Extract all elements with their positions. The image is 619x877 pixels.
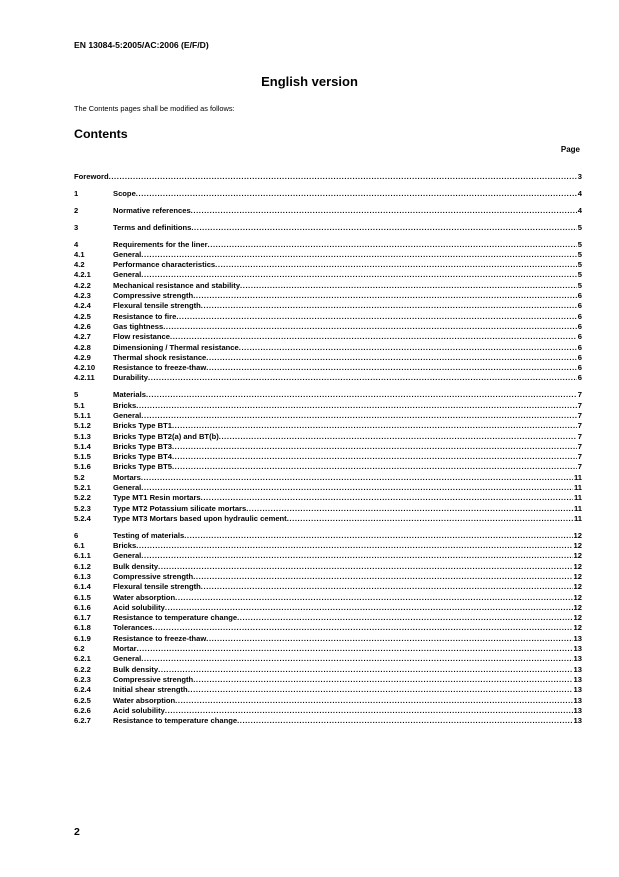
toc-dot-leader (141, 473, 573, 483)
toc-entry (74, 432, 582, 442)
toc-entry (74, 281, 582, 291)
toc-entry (74, 421, 582, 431)
toc-entry (74, 644, 582, 654)
toc-dot-leader (146, 390, 577, 400)
toc-entry (74, 593, 582, 603)
toc-entry-number: 4.2.11 (74, 373, 95, 383)
toc-entry (74, 312, 582, 322)
toc-entry-title: Bricks (113, 400, 137, 410)
toc-entry-title: Requirements for the liner (113, 239, 208, 249)
toc-entry-number: 4.2 (74, 260, 85, 270)
toc-entry-number: 4.2.4 (74, 301, 91, 311)
toc-entry (74, 504, 582, 514)
toc-entry-title: Type MT3 Mortars based upon hydraulic cement (113, 513, 287, 523)
toc-entry (74, 452, 582, 462)
toc-entry-page: 13 (573, 654, 582, 664)
toc-entry (74, 654, 582, 664)
toc-entry-title: Type MT2 Potassium silicate mortars (113, 503, 247, 513)
toc-entry-number: 5 (74, 390, 79, 400)
toc-entry-number: 6.1.2 (74, 561, 91, 571)
toc-dot-leader (172, 421, 577, 431)
toc-entry (74, 634, 582, 644)
toc-entry-number: 5.1.3 (74, 431, 91, 441)
toc-dot-leader (184, 531, 572, 541)
toc-entry-page: 13 (573, 633, 582, 643)
toc-dot-leader (201, 582, 573, 592)
toc-entry-page: 6 (577, 291, 582, 301)
toc-entry-title: Water absorption (113, 695, 176, 705)
toc-entry-number: 6.1 (74, 541, 85, 551)
toc-entry (74, 696, 582, 706)
toc-dot-leader (172, 462, 577, 472)
toc-entry-page: 7 (577, 452, 582, 462)
toc-entry-page: 12 (573, 571, 582, 581)
toc-entry (74, 322, 582, 332)
toc-entry-title: Resistance to temperature change (113, 613, 238, 623)
toc-dot-leader (141, 654, 572, 664)
toc-entry-number: 5.2 (74, 472, 85, 482)
toc-entry-number: 6.2.2 (74, 664, 91, 674)
toc-entry-page: 6 (577, 363, 582, 373)
toc-entry-title: Gas tightness (113, 321, 164, 331)
toc-entry-number: 6.2.7 (74, 716, 91, 726)
toc-entry-number: 5.1.5 (74, 452, 91, 462)
toc-entry-number: 6.1.9 (74, 633, 91, 643)
toc-entry (74, 363, 582, 373)
toc-entry-title: Dimensioning / Thermal resistance (113, 342, 239, 352)
toc-entry-number: 5.1.6 (74, 462, 91, 472)
toc-entry (74, 562, 582, 572)
toc-entry-page: 4 (577, 188, 582, 198)
toc-entry-title: General (113, 270, 142, 280)
toc-entry (74, 675, 582, 685)
toc-entry-page: 3 (577, 172, 582, 181)
toc-dot-leader (237, 716, 572, 726)
toc-entry (74, 462, 582, 472)
toc-entry-number: 5.1.4 (74, 441, 91, 451)
toc-entry-number: 6.1.1 (74, 551, 91, 561)
toc-entry-number: 6.1.6 (74, 602, 91, 612)
toc-entry-number: 5.2.3 (74, 503, 91, 513)
toc-entry-page: 7 (577, 421, 582, 431)
toc-entry (74, 716, 582, 726)
toc-entry-page: 6 (577, 301, 582, 311)
toc-dot-leader (176, 312, 576, 322)
page-number: 2 (74, 826, 80, 838)
toc-entry-number: 5.2.2 (74, 493, 91, 503)
toc-entry-page: 5 (577, 239, 582, 249)
toc-entry (74, 223, 582, 233)
toc-entry-title: Acid solubility (113, 602, 165, 612)
toc-entry (74, 291, 582, 301)
toc-entry-number: 6 (74, 530, 79, 540)
toc-entry-title: Bulk density (113, 664, 159, 674)
toc-entry-number: 6.2 (74, 644, 85, 654)
toc-entry-page: 13 (573, 674, 582, 684)
toc-entry-number: 4.2.2 (74, 280, 91, 290)
toc-entry-page: 5 (577, 249, 582, 259)
toc-entry-title: Resistance to temperature change (113, 716, 238, 726)
toc-entry-title: Foreword (74, 172, 109, 181)
version-title: English version (261, 74, 358, 89)
toc-entry-title: Bricks Type BT1 (113, 421, 172, 431)
toc-dot-leader (188, 685, 573, 695)
toc-entry-page: 6 (577, 332, 582, 342)
toc-entry-page: 5 (577, 260, 582, 270)
toc-entry-number: 3 (74, 222, 79, 232)
toc-entry-page: 7 (577, 462, 582, 472)
toc-entry-title: Normative references (113, 205, 191, 215)
toc-entry-number: 6.2.6 (74, 705, 91, 715)
toc-entry (74, 685, 582, 695)
toc-entry-number: 6.1.8 (74, 623, 91, 633)
toc-dot-leader (237, 613, 572, 623)
toc-entry-title: Bricks Type BT3 (113, 441, 172, 451)
toc-entry-number: 6.1.3 (74, 571, 91, 581)
toc-entry-number: 4 (74, 239, 79, 249)
toc-entry-page: 5 (577, 280, 582, 290)
toc-entry-page: 6 (577, 321, 582, 331)
toc-entry-number: 1 (74, 188, 79, 198)
toc-entry-title: Thermal shock resistance (113, 352, 207, 362)
toc-entry (74, 332, 582, 342)
toc-entry-page: 12 (573, 530, 582, 540)
toc-dot-leader (246, 504, 573, 514)
toc-entry-number: 6.2.4 (74, 685, 91, 695)
toc-entry (74, 343, 582, 353)
contents-heading: Contents (74, 127, 128, 141)
toc-entry (74, 665, 582, 675)
toc-entry-number: 6.2.5 (74, 695, 91, 705)
toc-entry (74, 603, 582, 613)
toc-entry-page: 11 (573, 513, 582, 523)
toc-entry-title: General (113, 249, 142, 259)
toc-dot-leader (165, 603, 573, 613)
toc-dot-leader (141, 270, 576, 280)
toc-entry-page: 13 (573, 716, 582, 726)
toc-entry-number: 5.1.1 (74, 410, 91, 420)
toc-entry-page: 12 (573, 551, 582, 561)
toc-entry-page: 13 (573, 695, 582, 705)
toc-entry-title: Terms and definitions (113, 222, 192, 232)
toc-dot-leader (215, 260, 577, 270)
toc-entry-page: 13 (573, 685, 582, 695)
toc-entry-title: Bricks Type BT4 (113, 452, 172, 462)
toc-entry (74, 206, 582, 216)
toc-entry (74, 172, 582, 182)
toc-dot-leader (175, 696, 572, 706)
toc-entry-title: Flow resistance (113, 332, 170, 342)
toc-entry-number: 4.2.7 (74, 332, 91, 342)
toc-entry-title: Acid solubility (113, 705, 165, 715)
toc-dot-leader (158, 562, 572, 572)
toc-entry-title: Flexural tensile strength (113, 582, 201, 592)
toc-dot-leader (141, 483, 573, 493)
toc-entry-title: General (113, 551, 142, 561)
toc-entry-title: Water absorption (113, 592, 176, 602)
toc-entry-number: 4.2.8 (74, 342, 91, 352)
toc-dot-leader (206, 363, 577, 373)
toc-dot-leader (148, 373, 577, 383)
toc-dot-leader (136, 189, 577, 199)
toc-dot-leader (193, 572, 572, 582)
toc-entry (74, 706, 582, 716)
toc-dot-leader (219, 432, 577, 442)
toc-entry (74, 473, 582, 483)
toc-entry (74, 260, 582, 270)
toc-dot-leader (191, 223, 576, 233)
toc-entry-number: 4.2.9 (74, 352, 91, 362)
toc-entry-title: General (113, 410, 142, 420)
toc-dot-leader (201, 301, 577, 311)
toc-dot-leader (206, 634, 572, 644)
toc-entry-page: 12 (573, 541, 582, 551)
toc-entry-page: 11 (573, 493, 582, 503)
page-column-label: Page (560, 145, 580, 154)
toc-entry-title: Compressive strength (113, 291, 194, 301)
toc-entry (74, 401, 582, 411)
toc-entry-title: Testing of materials (113, 530, 185, 540)
toc-entry-title: Resistance to fire (113, 311, 177, 321)
toc-entry (74, 270, 582, 280)
toc-entry-number: 4.1 (74, 249, 85, 259)
toc-entry-page: 12 (573, 582, 582, 592)
toc-entry-number: 6.2.3 (74, 674, 91, 684)
toc-entry (74, 373, 582, 383)
toc-entry-number: 4.2.5 (74, 311, 91, 321)
toc-entry-page: 5 (577, 222, 582, 232)
toc-entry-title: Mechanical resistance and stability (113, 280, 241, 290)
toc-dot-leader (153, 623, 573, 633)
toc-entry-number: 4.2.6 (74, 321, 91, 331)
toc-entry-title: Bricks Type BT2(a) and BT(b) (113, 431, 219, 441)
document-code: EN 13084-5:2005/AC:2006 (E/F/D) (74, 40, 209, 50)
toc-dot-leader (165, 706, 573, 716)
toc-entry (74, 572, 582, 582)
toc-entry-number: 6.1.7 (74, 613, 91, 623)
toc-entry (74, 541, 582, 551)
toc-entry-number: 5.1.2 (74, 421, 91, 431)
toc-entry (74, 301, 582, 311)
toc-entry-page: 5 (577, 270, 582, 280)
toc-entry-title: Durability (113, 373, 149, 383)
toc-dot-leader (193, 675, 572, 685)
toc-entry-number: 6.1.4 (74, 582, 91, 592)
toc-entry (74, 613, 582, 623)
toc-entry-page: 13 (573, 644, 582, 654)
toc-entry-page: 7 (577, 431, 582, 441)
toc-dot-leader (136, 541, 572, 551)
toc-entry (74, 623, 582, 633)
toc-entry-page: 6 (577, 373, 582, 383)
toc-entry-page: 12 (573, 623, 582, 633)
toc-entry-number: 5.1 (74, 400, 85, 410)
toc-dot-leader (141, 551, 572, 561)
toc-dot-leader (158, 665, 572, 675)
toc-entry-page: 13 (573, 705, 582, 715)
toc-entry-title: Resistance to freeze-thaw (113, 363, 207, 373)
toc-entry-page: 7 (577, 400, 582, 410)
toc-entry-number: 2 (74, 205, 79, 215)
toc-entry-number: 6.2.1 (74, 654, 91, 664)
toc-dot-leader (208, 240, 577, 250)
toc-entry-title: Mortars (113, 472, 141, 482)
toc-entry (74, 411, 582, 421)
toc-entry (74, 353, 582, 363)
toc-entry-title: General (113, 482, 142, 492)
toc-entry-number: 6.1.5 (74, 592, 91, 602)
toc-entry-page: 11 (573, 472, 582, 482)
toc-entry-page: 12 (573, 592, 582, 602)
toc-entry (74, 483, 582, 493)
toc-entry (74, 250, 582, 260)
table-of-contents (74, 172, 582, 726)
intro-text: The Contents pages shall be modified as follows: (74, 104, 235, 113)
toc-entry-title: Mortar (113, 644, 137, 654)
toc-entry-title: Materials (113, 390, 146, 400)
toc-entry-page: 13 (573, 664, 582, 674)
toc-dot-leader (175, 593, 572, 603)
toc-dot-leader (193, 291, 577, 301)
toc-entry (74, 514, 582, 524)
toc-entry (74, 531, 582, 541)
toc-entry-page: 4 (577, 205, 582, 215)
toc-entry-title: Resistance to freeze-thaw (113, 633, 207, 643)
toc-entry-page: 7 (577, 410, 582, 420)
toc-dot-leader (163, 322, 577, 332)
toc-entry-title: Compressive strength (113, 674, 194, 684)
toc-dot-leader (136, 401, 577, 411)
toc-entry (74, 189, 582, 199)
toc-entry-number: 4.2.3 (74, 291, 91, 301)
toc-entry (74, 240, 582, 250)
toc-dot-leader (206, 353, 576, 363)
toc-entry-title: Scope (113, 188, 136, 198)
toc-entry (74, 390, 582, 400)
toc-entry-title: Flexural tensile strength (113, 301, 201, 311)
toc-entry-title: Performance characteristics (113, 260, 216, 270)
toc-entry-page: 6 (577, 311, 582, 321)
toc-entry-number: 5.2.1 (74, 482, 91, 492)
toc-entry-page: 12 (573, 561, 582, 571)
toc-entry-title: Initial shear strength (113, 685, 188, 695)
toc-entry (74, 442, 582, 452)
toc-entry (74, 582, 582, 592)
toc-dot-leader (141, 411, 576, 421)
toc-entry (74, 551, 582, 561)
toc-dot-leader (137, 644, 573, 654)
toc-entry-page: 12 (573, 613, 582, 623)
toc-dot-leader (109, 172, 577, 182)
toc-entry-title: General (113, 654, 142, 664)
toc-entry-title: Type MT1 Resin mortars (113, 493, 201, 503)
toc-entry-title: Bricks Type BT5 (113, 462, 172, 472)
toc-entry-page: 11 (573, 482, 582, 492)
toc-dot-leader (201, 493, 573, 503)
toc-entry (74, 493, 582, 503)
toc-entry-number: 5.2.4 (74, 513, 91, 523)
toc-entry-page: 11 (573, 503, 582, 513)
toc-entry-title: Compressive strength (113, 571, 194, 581)
toc-dot-leader (240, 281, 577, 291)
toc-dot-leader (287, 514, 573, 524)
toc-entry-title: Tolerances (113, 623, 153, 633)
toc-entry-page: 12 (573, 602, 582, 612)
toc-dot-leader (191, 206, 577, 216)
toc-dot-leader (141, 250, 576, 260)
toc-entry-page: 7 (577, 441, 582, 451)
toc-dot-leader (172, 452, 577, 462)
toc-entry-title: Bulk density (113, 561, 159, 571)
toc-entry-page: 6 (577, 342, 582, 352)
toc-dot-leader (170, 332, 577, 342)
toc-dot-leader (172, 442, 577, 452)
toc-entry-number: 4.2.1 (74, 270, 91, 280)
toc-entry-page: 7 (577, 390, 582, 400)
toc-entry-number: 4.2.10 (74, 363, 96, 373)
toc-entry-title: Bricks (113, 541, 137, 551)
toc-dot-leader (239, 343, 577, 353)
toc-entry-page: 6 (577, 352, 582, 362)
